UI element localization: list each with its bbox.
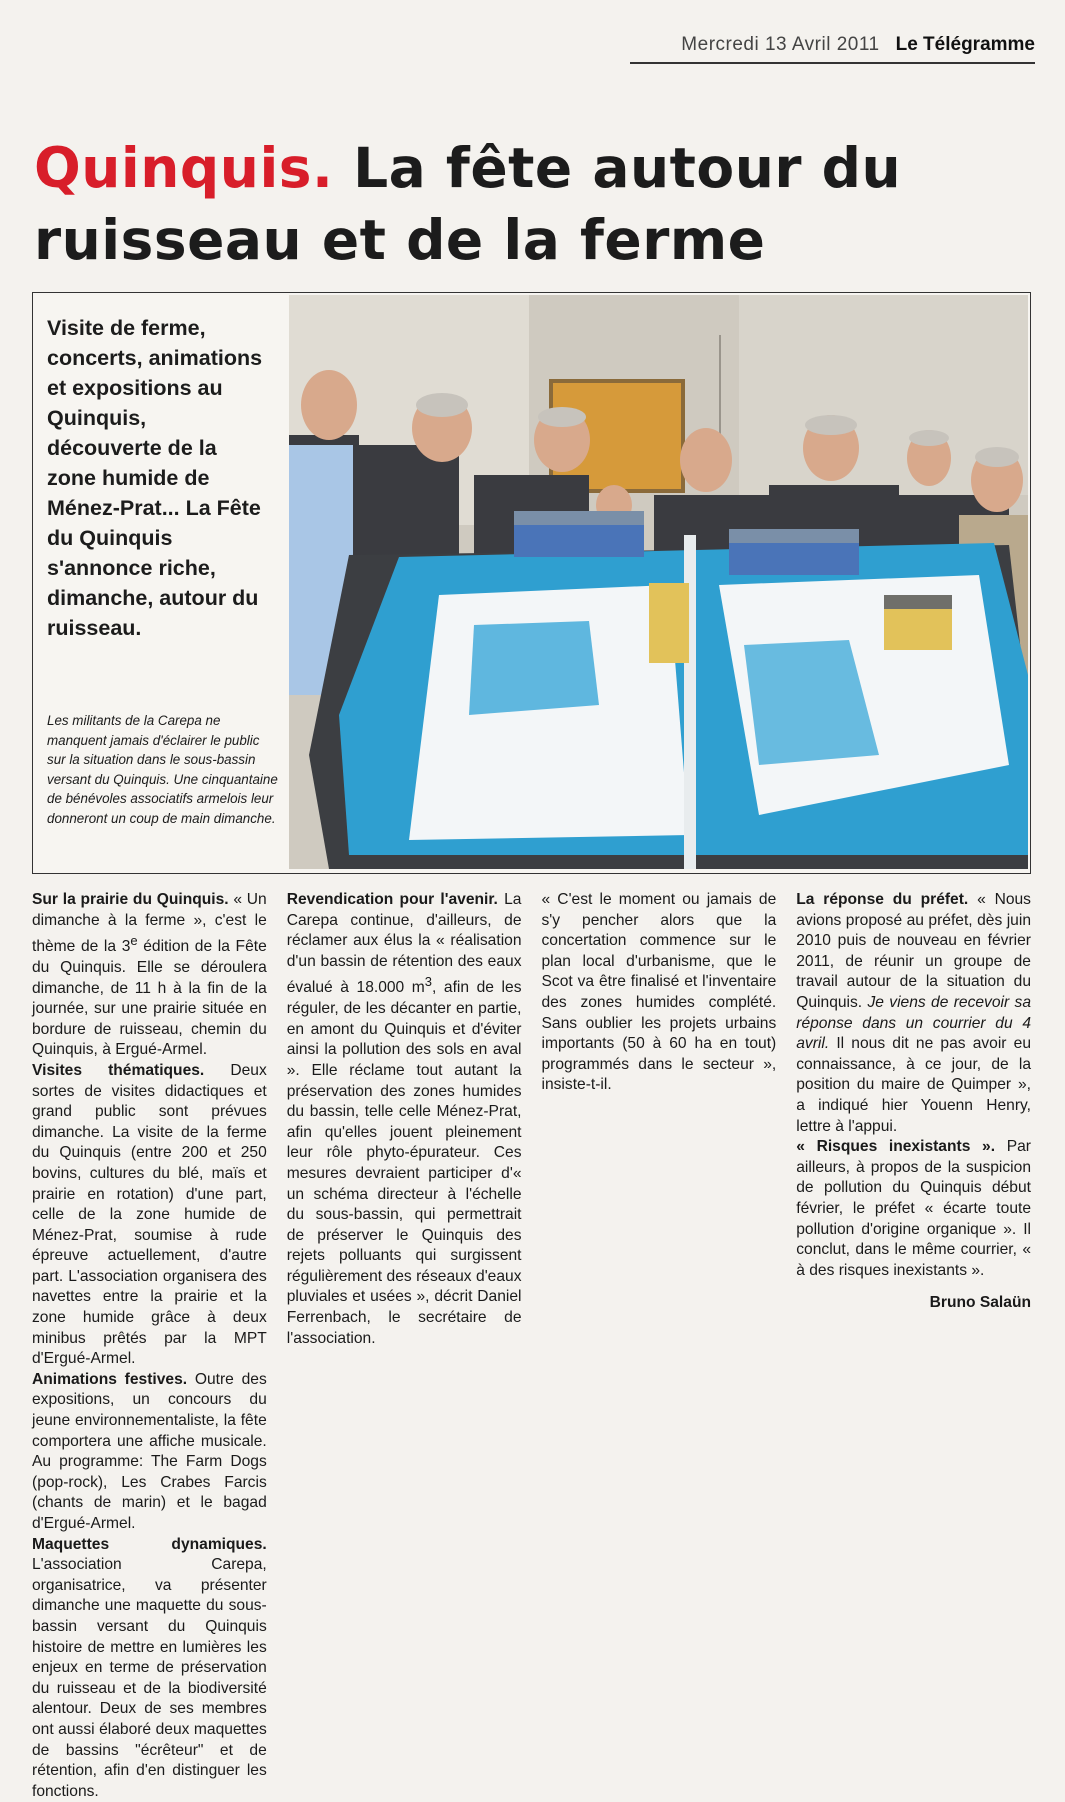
newspaper-name: Le Télégramme	[895, 34, 1035, 55]
article-column-1	[32, 890, 267, 1800]
paragraph-text: L'association Carepa, organisatrice, va présenter dimanche une maquette du sous-bassin versant du Quinquis histoire de mettre en lumières les enjeux en terme de préservation du ruisseau et de la biodiversité alentour. Deux de ses membres ont aussi élaboré deux maquettes de bassins "écrêteur" et de rétention, afin d'en distinguer les fonctions.	[32, 1556, 267, 1800]
italic-text: Je viens de recevoir sa réponse dans un courrier du 4 avril.	[796, 993, 1031, 1053]
section-heading: « Risques inexistants ».	[796, 1138, 996, 1156]
paragraph	[796, 1137, 1031, 1281]
section-heading: Maquettes dynamiques.	[32, 1535, 267, 1553]
headline-title: La fête autour du ruisseau et de la ferme	[34, 136, 902, 272]
article-photo	[289, 295, 1028, 869]
issue-date: Mercredi 13 Avril 2011	[681, 34, 880, 55]
photo-caption: Les militants de la Carepa ne manquent jamais d'éclairer le public sur la situation dans le sous-bassin versant du Quinquis. Une cinquantaine de bénévoles associatifs armelois leur donneront un coup de main dimanche.	[47, 713, 278, 826]
article-body	[32, 890, 1031, 1800]
section-heading: Revendication pour l'avenir.	[286, 891, 498, 908]
paragraph-text: , afin de les réguler, de les décanter en partie, en amont du Quinquis et d'éviter ainsi la pollution des sols en aval ». Elle réclame tout autant la préservation des zones humides du bassin, telle celle Ménez-Prat, afin qu'elles jouent pleinement leur rôle phyto-épurateur. Ces mesures devraient participer d'« un schéma directeur à l'échelle du sous-bassin, qui permettrait de préserver le Quinquis des rejets polluants qui surgissent régulièrement des réseaux d'eaux pluviales et usées », décrit Daniel Ferrenbach, le secrétaire de l'association.	[286, 979, 522, 1347]
paragraph-text: « Nous avions proposé au préfet, dès juin 2010 puis de nouveau en février 2011, de réunir un groupe de travail autour de la situation du Quinquis.	[796, 891, 1031, 1011]
paragraph	[32, 1061, 267, 1370]
article-column-2	[287, 890, 522, 1395]
superscript: 3	[424, 974, 433, 990]
paragraph	[796, 890, 1031, 1137]
article-column-3	[542, 890, 777, 1395]
paragraph-text: Par ailleurs, à propos de la suspicion de pollution du Quinquis début février, le préfet « écarte toute pollution d'origine organique ». Il conclut, dans le même courrier, « à des risques inexistants ».	[796, 1138, 1031, 1279]
section-heading: Visites thématiques.	[32, 1061, 205, 1079]
paragraph	[287, 890, 522, 1349]
headline-kicker: Quinquis.	[34, 136, 334, 200]
paragraph-text: « Un dimanche à la ferme », c'est le thème de la 3	[32, 891, 267, 956]
paragraph	[32, 1370, 267, 1535]
paragraph: « C'est le moment ou jamais de s'y pencher alors que la concertation commence sur le plan local d'urbanisme, que le Scot va être finalisé et l'inventaire des zones humides complété. Sans oublier les projets urbains importants (50 à 60 ha en tout) programmés dans le secteur », insiste-t-il.	[541, 891, 777, 1094]
paragraph-text: Il nous dit ne pas avoir eu connaissance, à ce jour, de la position du maire de Quimper », a indiqué hier Youenn Henry, lettre à l'appui.	[796, 1035, 1031, 1135]
photo-box	[32, 292, 1031, 874]
section-heading: Sur la prairie du Quinquis.	[32, 891, 229, 908]
headline	[34, 132, 1034, 276]
chapeau: Visite de ferme, concerts, animations et expositions au Quinquis, découverte de la zone humide de Ménez-Prat... La Fête du Quinquis s'annonce riche, dimanche, autour du ruisseau.	[47, 316, 263, 640]
paragraph-text: Deux sortes de visites didactiques et grand public sont prévues dimanche. La visite de la ferme du Quinquis (entre 200 et 250 bovins, cultures du blé, maïs et prairie en rotation) d'une part, celle de la zone humide de Ménez-Prat, soumise à rude épreuve actuellement, d'autre part. L'association organisera des navettes entre la prairie et la zone humide grâce à deux minibus prêtés par la MPT d'Ergué-Armel.	[32, 1061, 267, 1368]
article-column-4	[796, 890, 1031, 1395]
paragraph	[32, 890, 267, 1061]
section-heading: La réponse du préfet.	[796, 891, 969, 908]
photo-illustration	[289, 295, 1028, 869]
paragraph	[32, 1535, 267, 1802]
superscript: e	[130, 933, 138, 949]
section-heading: Animations festives.	[32, 1370, 188, 1388]
masthead-rule	[630, 62, 1035, 64]
paragraph-text: édition de la Fête du Quinquis. Elle se déroulera dimanche, de 11 h à la fin de la journée, sur une prairie située en bordure de ruisseau, chemin du Quinquis, à Ergué-Armel.	[32, 938, 267, 1059]
author-signature: Bruno Salaün	[929, 1294, 1031, 1312]
masthead	[630, 30, 1035, 60]
paragraph-text: La Carepa continue, d'ailleurs, de réclamer aux élus la « réalisation d'un bassin de rétention des eaux évalué à 18.000 m	[286, 891, 522, 997]
paragraph-text: Outre des expositions, un concours du jeune environnementaliste, la fête comportera une affiche musicale. Au programme: The Farm Dogs (pop-rock), Les Crabes Farcis (chants de marin) et le bagad d'Ergué-Armel.	[32, 1370, 267, 1532]
